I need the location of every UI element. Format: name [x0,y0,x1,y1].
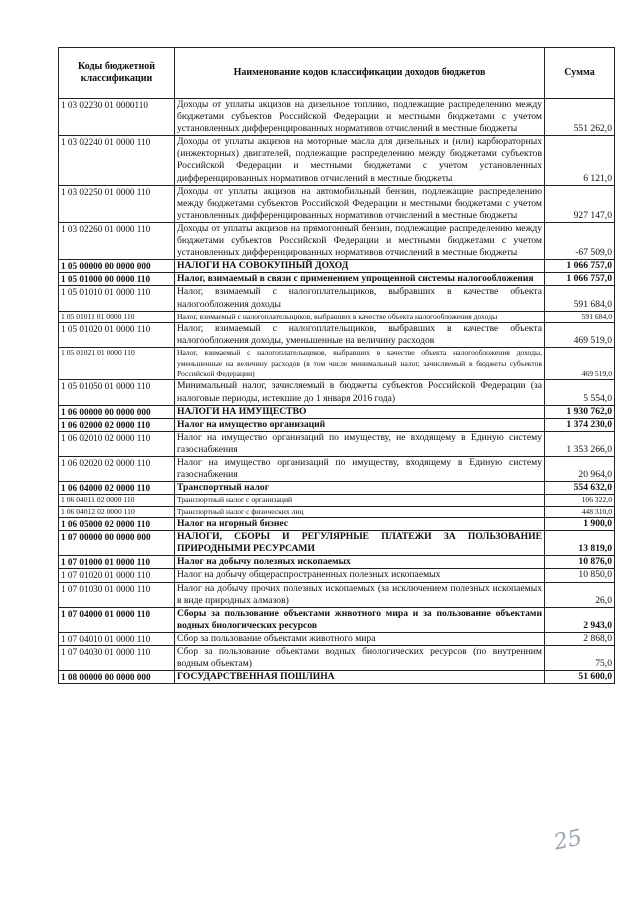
code-cell: 1 05 00000 00 0000 000 [59,260,175,273]
code-cell: 1 03 02250 01 0000 110 [59,185,175,222]
code-cell: 1 06 00000 00 0000 000 [59,405,175,418]
table-row [59,518,615,531]
table-row [59,632,615,645]
code-cell: 1 06 02010 02 0000 110 [59,431,175,456]
name-cell: Налог на имущество организаций по имуществу, не входящему в Единую систему газоснабжения [175,431,545,456]
code-cell: 1 07 04010 01 0000 110 [59,632,175,645]
table-row [59,482,615,495]
name-cell: Налог на имущество организаций [175,418,545,431]
sum-cell: 20 964,0 [545,456,615,481]
table-body [59,99,615,684]
table-row [59,260,615,273]
table-row [59,646,615,671]
sum-cell: 469 519,0 [545,323,615,348]
header-name: Наименование кодов классификации доходов бюджетов [175,48,545,99]
table-row [59,323,615,348]
sum-cell: 5 554,0 [545,380,615,405]
table-row [59,405,615,418]
table-row [59,380,615,405]
code-cell: 1 07 04030 01 0000 110 [59,646,175,671]
sum-cell: 10 850,0 [545,569,615,582]
code-cell: 1 05 01020 01 0000 110 [59,323,175,348]
code-cell: 1 06 04011 02 0000 110 [59,495,175,506]
code-cell: 1 07 01000 01 0000 110 [59,556,175,569]
table-row [59,348,615,380]
sum-cell: 1 066 757,0 [545,260,615,273]
name-cell: Налог, взимаемый с налогоплательщиков, выбравших в качестве объекта налогообложения доходы, уменьшенные на величину расходов (в том числе минимальный налог, зачисляемый в бюджеты субъектов Российской Федерации) [175,348,545,380]
table-row [59,286,615,311]
name-cell: НАЛОГИ НА СОВОКУПНЫЙ ДОХОД [175,260,545,273]
sum-cell: 469 519,0 [545,348,615,380]
page-number-text: 25 [551,825,585,856]
name-cell: Доходы от уплаты акцизов на автомобильный бензин, подлежащие распределению между бюджетами субъектов Российской Федерации и местными бюджетами с учетом установленных дифференцированных нормативов отчислений в местные бюджеты [175,185,545,222]
table-row [59,569,615,582]
name-cell: Налог, взимаемый с налогоплательщиков, выбравших в качестве объекта налогообложения доходы [175,311,545,322]
sum-cell: 106 322,0 [545,495,615,506]
sum-cell: 554 632,0 [545,482,615,495]
name-cell: Транспортный налог [175,482,545,495]
name-cell: Минимальный налог, зачисляемый в бюджеты субъектов Российской Федерации (за налоговые периоды, истекшие до 1 января 2016 года) [175,380,545,405]
name-cell: Сбор за пользование объектами животного мира [175,632,545,645]
sum-cell: 927 147,0 [545,185,615,222]
name-cell: Налог на добычу полезных ископаемых [175,556,545,569]
table-row [59,456,615,481]
table-row [59,99,615,136]
code-cell: 1 06 02000 02 0000 110 [59,418,175,431]
sum-cell: 2 868,0 [545,632,615,645]
table-row [59,418,615,431]
code-cell: 1 07 01030 01 0000 110 [59,582,175,607]
table-row [59,185,615,222]
sum-cell: 1 353 266,0 [545,431,615,456]
name-cell: Налог, взимаемый в связи с применением упрощенной системы налогообложения [175,273,545,286]
code-cell: 1 06 04012 02 0000 110 [59,506,175,517]
code-cell: 1 07 01020 01 0000 110 [59,569,175,582]
table-header-row [59,48,615,99]
sum-cell: 591 684,0 [545,286,615,311]
name-cell: Транспортный налог с организаций [175,495,545,506]
code-cell: 1 06 05000 02 0000 110 [59,518,175,531]
sum-cell: 26,0 [545,582,615,607]
code-cell: 1 05 01000 00 0000 110 [59,273,175,286]
code-cell: 1 03 02240 01 0000 110 [59,136,175,185]
code-cell: 1 07 04000 01 0000 110 [59,607,175,632]
name-cell: НАЛОГИ, СБОРЫ И РЕГУЛЯРНЫЕ ПЛАТЕЖИ ЗА ПОЛЬЗОВАНИЕ ПРИРОДНЫМИ РЕСУРСАМИ [175,531,545,556]
code-cell: 1 06 04000 02 0000 110 [59,482,175,495]
table-row [59,582,615,607]
table-row [59,495,615,506]
name-cell: Налог на добычу прочих полезных ископаемых (за исключением полезных ископаемых в виде природных алмазов) [175,582,545,607]
table-row [59,273,615,286]
table-row [59,222,615,259]
sum-cell: 448 310,0 [545,506,615,517]
budget-classification-table [58,47,615,684]
sum-cell: 1 066 757,0 [545,273,615,286]
code-cell: 1 05 01011 01 0000 110 [59,311,175,322]
table-row [59,556,615,569]
table-row [59,136,615,185]
name-cell: Налог на имущество организаций по имуществу, входящему в Единую систему газоснабжения [175,456,545,481]
table-row [59,506,615,517]
table-row [59,671,615,684]
budget-revenue-table-sheet [58,47,614,684]
name-cell: Налог на игорный бизнес [175,518,545,531]
name-cell: Сбор за пользование объектами водных биологических ресурсов (по внутренним водным объектам) [175,646,545,671]
name-cell: Налог на добычу общераспространенных полезных ископаемых [175,569,545,582]
table-row [59,311,615,322]
table-row [59,607,615,632]
sum-cell: -67 509,0 [545,222,615,259]
name-cell: Транспортный налог с физических лиц [175,506,545,517]
code-cell: 1 06 02020 02 0000 110 [59,456,175,481]
name-cell: НАЛОГИ НА ИМУЩЕСТВО [175,405,545,418]
code-cell: 1 03 02230 01 0000110 [59,99,175,136]
code-cell: 1 07 00000 00 0000 000 [59,531,175,556]
sum-cell: 51 600,0 [545,671,615,684]
name-cell: Сборы за пользование объектами животного мира и за пользование объектами водных биологических ресурсов [175,607,545,632]
name-cell: Доходы от уплаты акцизов на дизельное топливо, подлежащие распределению между бюджетами субъектов Российской Федерации и местными бюджетами с учетом установленных дифференцированных нормативов отчислений в местные бюджеты [175,99,545,136]
sum-cell: 75,0 [545,646,615,671]
name-cell: ГОСУДАРСТВЕННАЯ ПОШЛИНА [175,671,545,684]
code-cell: 1 05 01010 01 0000 110 [59,286,175,311]
sum-cell: 2 943,0 [545,607,615,632]
code-cell: 1 03 02260 01 0000 110 [59,222,175,259]
name-cell: Доходы от уплаты акцизов на моторные масла для дизельных и (или) карбюраторных (инжекторных) двигателей, подлежащие распределению между бюджетами субъектов Российской Федерации и местными бюджетами с учетом установленных дифференцированных нормативов отчислений в местные бюджеты [175,136,545,185]
sum-cell: 13 819,0 [545,531,615,556]
code-cell: 1 05 01050 01 0000 110 [59,380,175,405]
code-cell: 1 08 00000 00 0000 000 [59,671,175,684]
sum-cell: 10 876,0 [545,556,615,569]
header-sum: Сумма [545,48,615,99]
sum-cell: 6 121,0 [545,136,615,185]
sum-cell: 1 900,0 [545,518,615,531]
name-cell: Налог, взимаемый с налогоплательщиков, выбравших в качестве объекта налогообложения доходы [175,286,545,311]
sum-cell: 591 684,0 [545,311,615,322]
header-code: Коды бюджетной классификации [59,48,175,99]
code-cell: 1 05 01021 01 0000 110 [59,348,175,380]
table-row [59,531,615,556]
name-cell: Доходы от уплаты акцизов на прямогонный бензин, подлежащие распределению между бюджетами субъектов Российской Федерации и местными бюджетами с учетом установленных дифференцированных нормативов отчислений в местные бюджеты [175,222,545,259]
sum-cell: 1 374 230,0 [545,418,615,431]
sum-cell: 1 930 762,0 [545,405,615,418]
handwritten-page-number [551,825,594,856]
sum-cell: 551 262,0 [545,99,615,136]
name-cell: Налог, взимаемый с налогоплательщиков, выбравших в качестве объекта налогообложения доходы, уменьшенные на величину расходов [175,323,545,348]
table-row [59,431,615,456]
